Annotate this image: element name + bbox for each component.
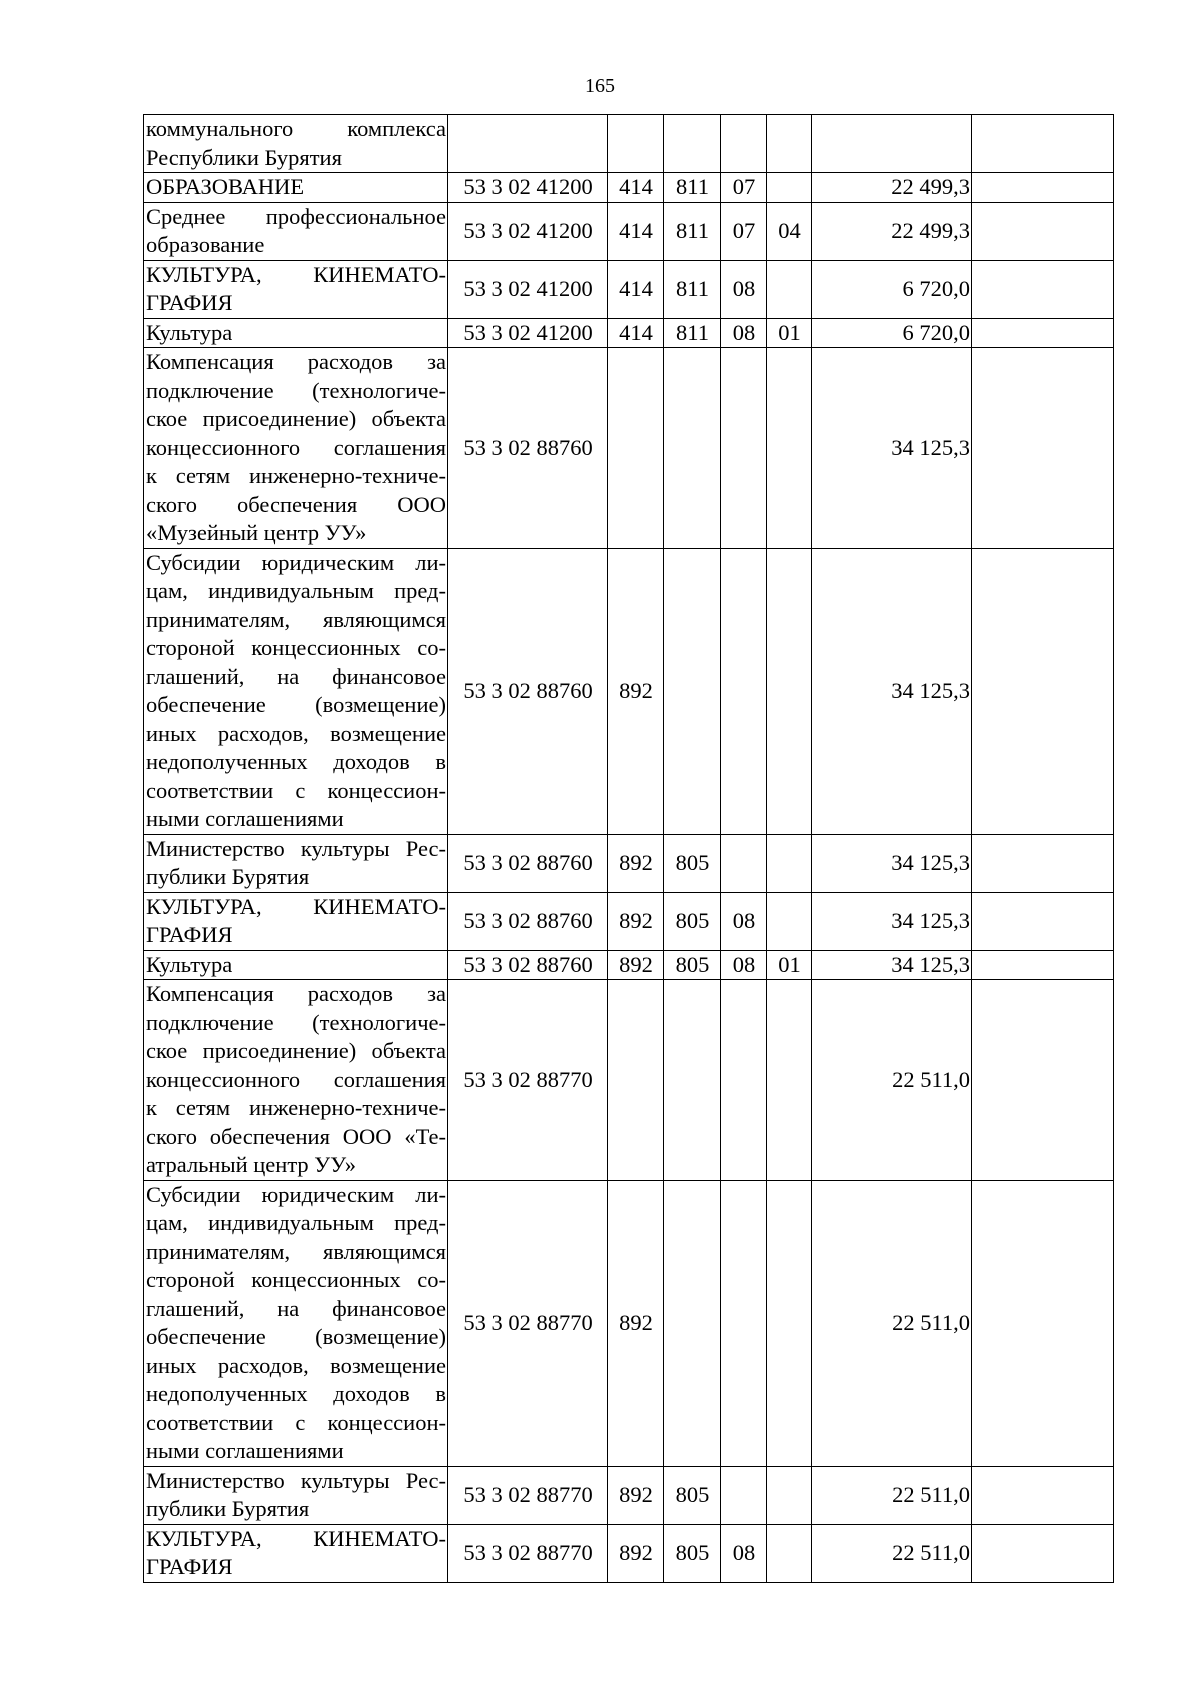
item-name-line: ГРАФИЯ bbox=[146, 290, 233, 315]
item-name-line: Министерство культуры Рес- bbox=[146, 1467, 446, 1493]
table-row bbox=[144, 348, 1114, 549]
section-cell bbox=[721, 834, 767, 892]
item-name-line: Культура bbox=[146, 951, 233, 977]
amount-cell: 6 720,0 bbox=[812, 260, 972, 318]
item-name-cell bbox=[144, 892, 448, 950]
section-cell: 07 bbox=[721, 202, 767, 260]
table-row bbox=[144, 318, 1114, 348]
item-name-line: недополученных доходов в bbox=[146, 1381, 446, 1406]
chief-administrator-cell: 805 bbox=[664, 834, 721, 892]
expense-type-cell: 892 bbox=[608, 548, 664, 834]
item-name-line: КУЛЬТУРА, КИНЕМАТО- bbox=[146, 1525, 446, 1551]
item-name-line: публики Бурятия bbox=[146, 1496, 310, 1521]
item-name-line: Компенсация расходов за bbox=[146, 349, 446, 374]
item-name-line: подключение (технологиче- bbox=[146, 1009, 446, 1035]
item-name-line: концессионного соглашения bbox=[146, 434, 446, 460]
amount-cell: 22 511,0 bbox=[812, 1466, 972, 1524]
table-row bbox=[144, 1524, 1114, 1582]
expense-type-cell: 892 bbox=[608, 1180, 664, 1466]
item-name-line: Субсидии юридическим ли- bbox=[146, 549, 446, 575]
table-row bbox=[144, 980, 1114, 1181]
item-name-line: коммунального комплекса bbox=[146, 116, 446, 141]
table-row bbox=[144, 202, 1114, 260]
item-name-cell bbox=[144, 950, 448, 980]
target-article-code-cell: 53 3 02 41200 bbox=[448, 318, 608, 348]
amount-cell: 22 499,3 bbox=[812, 202, 972, 260]
amount-cell: 34 125,3 bbox=[812, 950, 972, 980]
expense-type-cell bbox=[608, 115, 664, 173]
extra-cell bbox=[972, 1524, 1114, 1582]
amount-cell bbox=[812, 115, 972, 173]
section-cell bbox=[721, 1180, 767, 1466]
section-cell: 08 bbox=[721, 1524, 767, 1582]
table-body bbox=[144, 115, 1114, 1583]
chief-administrator-cell: 811 bbox=[664, 173, 721, 203]
extra-cell bbox=[972, 950, 1114, 980]
item-name-cell bbox=[144, 1524, 448, 1582]
item-name-line: стороной концессионных со- bbox=[146, 1267, 446, 1292]
extra-cell bbox=[972, 260, 1114, 318]
extra-cell bbox=[972, 548, 1114, 834]
section-cell bbox=[721, 1466, 767, 1524]
subsection-cell: 01 bbox=[767, 950, 812, 980]
expense-type-cell bbox=[608, 980, 664, 1181]
item-name-line: Субсидии юридическим ли- bbox=[146, 1181, 446, 1207]
chief-administrator-cell bbox=[664, 348, 721, 549]
target-article-code-cell: 53 3 02 41200 bbox=[448, 173, 608, 203]
item-name-cell bbox=[144, 115, 448, 173]
expense-type-cell: 414 bbox=[608, 202, 664, 260]
item-name-cell bbox=[144, 1466, 448, 1524]
item-name-line: Среднее профессиональное bbox=[146, 203, 446, 229]
expense-type-cell: 892 bbox=[608, 1466, 664, 1524]
item-name-line: Культура bbox=[146, 319, 233, 345]
expense-type-cell: 414 bbox=[608, 318, 664, 348]
target-article-code-cell: 53 3 02 88760 bbox=[448, 892, 608, 950]
item-name-line: ными соглашениями bbox=[146, 806, 344, 831]
subsection-cell bbox=[767, 834, 812, 892]
amount-cell: 34 125,3 bbox=[812, 834, 972, 892]
item-name-line: обеспечение (возмещение) bbox=[146, 1324, 446, 1349]
target-article-code-cell: 53 3 02 88770 bbox=[448, 1466, 608, 1524]
item-name-line: иных расходов, возмещение bbox=[146, 1352, 446, 1378]
section-cell bbox=[721, 548, 767, 834]
subsection-cell bbox=[767, 115, 812, 173]
item-name-cell bbox=[144, 548, 448, 834]
subsection-cell bbox=[767, 980, 812, 1181]
item-name-line: ского обеспечения ООО bbox=[146, 491, 446, 517]
item-name-line: образование bbox=[146, 232, 265, 257]
extra-cell bbox=[972, 318, 1114, 348]
item-name-line: концессионного соглашения bbox=[146, 1066, 446, 1092]
item-name-line: ского обеспечения ООО «Те- bbox=[146, 1123, 446, 1149]
expense-type-cell: 892 bbox=[608, 950, 664, 980]
expense-type-cell: 892 bbox=[608, 892, 664, 950]
amount-cell: 22 511,0 bbox=[812, 1524, 972, 1582]
subsection-cell bbox=[767, 1524, 812, 1582]
section-cell bbox=[721, 980, 767, 1181]
amount-cell: 34 125,3 bbox=[812, 348, 972, 549]
item-name-line: подключение (технологиче- bbox=[146, 377, 446, 403]
target-article-code-cell: 53 3 02 88770 bbox=[448, 1524, 608, 1582]
item-name-cell bbox=[144, 980, 448, 1181]
expense-type-cell: 892 bbox=[608, 1524, 664, 1582]
item-name-line: обеспечение (возмещение) bbox=[146, 692, 446, 717]
target-article-code-cell: 53 3 02 41200 bbox=[448, 202, 608, 260]
target-article-code-cell: 53 3 02 88760 bbox=[448, 950, 608, 980]
item-name-line: недополученных доходов в bbox=[146, 749, 446, 774]
item-name-cell bbox=[144, 1180, 448, 1466]
item-name-cell bbox=[144, 348, 448, 549]
extra-cell bbox=[972, 202, 1114, 260]
chief-administrator-cell: 811 bbox=[664, 318, 721, 348]
expense-type-cell: 892 bbox=[608, 834, 664, 892]
chief-administrator-cell: 805 bbox=[664, 892, 721, 950]
target-article-code-cell bbox=[448, 115, 608, 173]
item-name-line: ГРАФИЯ bbox=[146, 1554, 233, 1579]
item-name-line: ГРАФИЯ bbox=[146, 922, 233, 947]
item-name-line: соответствии с концессион- bbox=[146, 777, 446, 803]
item-name-line: соответствии с концессион- bbox=[146, 1409, 446, 1435]
item-name-line: атральный центр УУ» bbox=[146, 1152, 357, 1177]
item-name-line: глашений, на финансовое bbox=[146, 1295, 446, 1321]
target-article-code-cell: 53 3 02 41200 bbox=[448, 260, 608, 318]
section-cell bbox=[721, 115, 767, 173]
item-name-line: принимателям, являющимся bbox=[146, 606, 446, 632]
extra-cell bbox=[972, 892, 1114, 950]
target-article-code-cell: 53 3 02 88770 bbox=[448, 1180, 608, 1466]
amount-cell: 22 511,0 bbox=[812, 980, 972, 1181]
item-name-line: стороной концессионных со- bbox=[146, 635, 446, 660]
expense-type-cell: 414 bbox=[608, 173, 664, 203]
item-name-cell bbox=[144, 834, 448, 892]
extra-cell bbox=[972, 834, 1114, 892]
subsection-cell bbox=[767, 1466, 812, 1524]
chief-administrator-cell bbox=[664, 1180, 721, 1466]
item-name-line: Республики Бурятия bbox=[146, 144, 342, 170]
amount-cell: 6 720,0 bbox=[812, 318, 972, 348]
item-name-line: Компенсация расходов за bbox=[146, 981, 446, 1006]
extra-cell bbox=[972, 1180, 1114, 1466]
item-name-line: публики Бурятия bbox=[146, 864, 310, 889]
subsection-cell bbox=[767, 1180, 812, 1466]
chief-administrator-cell bbox=[664, 115, 721, 173]
table-row bbox=[144, 173, 1114, 203]
item-name-line: Министерство культуры Рес- bbox=[146, 835, 446, 861]
item-name-cell bbox=[144, 260, 448, 318]
subsection-cell bbox=[767, 548, 812, 834]
item-name-line: ское присоединение) объекта bbox=[146, 406, 446, 431]
amount-cell: 22 511,0 bbox=[812, 1180, 972, 1466]
page-number: 165 bbox=[585, 75, 615, 97]
item-name-line: иных расходов, возмещение bbox=[146, 720, 446, 746]
chief-administrator-cell bbox=[664, 548, 721, 834]
subsection-cell bbox=[767, 348, 812, 549]
table-row bbox=[144, 1466, 1114, 1524]
item-name-line: «Музейный центр УУ» bbox=[146, 520, 367, 545]
chief-administrator-cell: 805 bbox=[664, 1524, 721, 1582]
target-article-code-cell: 53 3 02 88760 bbox=[448, 348, 608, 549]
section-cell: 07 bbox=[721, 173, 767, 203]
item-name-line: глашений, на финансовое bbox=[146, 663, 446, 689]
item-name-line: ское присоединение) объекта bbox=[146, 1038, 446, 1063]
amount-cell: 34 125,3 bbox=[812, 892, 972, 950]
expense-type-cell bbox=[608, 348, 664, 549]
table-row bbox=[144, 834, 1114, 892]
section-cell: 08 bbox=[721, 892, 767, 950]
budget-table bbox=[143, 114, 1114, 1583]
target-article-code-cell: 53 3 02 88770 bbox=[448, 980, 608, 1181]
extra-cell bbox=[972, 115, 1114, 173]
chief-administrator-cell bbox=[664, 980, 721, 1181]
table-row bbox=[144, 115, 1114, 173]
item-name-cell bbox=[144, 202, 448, 260]
item-name-line: цам, индивидуальным пред- bbox=[146, 1210, 446, 1235]
subsection-cell: 01 bbox=[767, 318, 812, 348]
table-row bbox=[144, 1180, 1114, 1466]
extra-cell bbox=[972, 348, 1114, 549]
chief-administrator-cell: 805 bbox=[664, 950, 721, 980]
table-row bbox=[144, 260, 1114, 318]
chief-administrator-cell: 811 bbox=[664, 202, 721, 260]
item-name-line: КУЛЬТУРА, КИНЕМАТО- bbox=[146, 893, 446, 919]
item-name-line: КУЛЬТУРА, КИНЕМАТО- bbox=[146, 261, 446, 287]
item-name-cell bbox=[144, 173, 448, 203]
section-cell: 08 bbox=[721, 318, 767, 348]
chief-administrator-cell: 811 bbox=[664, 260, 721, 318]
item-name-line: цам, индивидуальным пред- bbox=[146, 578, 446, 603]
subsection-cell bbox=[767, 173, 812, 203]
extra-cell bbox=[972, 1466, 1114, 1524]
extra-cell bbox=[972, 980, 1114, 1181]
subsection-cell bbox=[767, 260, 812, 318]
target-article-code-cell: 53 3 02 88760 bbox=[448, 834, 608, 892]
section-cell bbox=[721, 348, 767, 549]
item-name-line: ными соглашениями bbox=[146, 1438, 344, 1463]
item-name-cell bbox=[144, 318, 448, 348]
section-cell: 08 bbox=[721, 260, 767, 318]
table-row bbox=[144, 950, 1114, 980]
item-name-line: принимателям, являющимся bbox=[146, 1238, 446, 1264]
extra-cell bbox=[972, 173, 1114, 203]
amount-cell: 22 499,3 bbox=[812, 173, 972, 203]
table-row bbox=[144, 892, 1114, 950]
item-name-line: к сетям инженерно-техниче- bbox=[146, 1095, 446, 1120]
item-name-line: ОБРАЗОВАНИЕ bbox=[146, 174, 305, 199]
section-cell: 08 bbox=[721, 950, 767, 980]
item-name-line: к сетям инженерно-техниче- bbox=[146, 463, 446, 488]
subsection-cell: 04 bbox=[767, 202, 812, 260]
amount-cell: 34 125,3 bbox=[812, 548, 972, 834]
chief-administrator-cell: 805 bbox=[664, 1466, 721, 1524]
expense-type-cell: 414 bbox=[608, 260, 664, 318]
table-row bbox=[144, 548, 1114, 834]
target-article-code-cell: 53 3 02 88760 bbox=[448, 548, 608, 834]
subsection-cell bbox=[767, 892, 812, 950]
